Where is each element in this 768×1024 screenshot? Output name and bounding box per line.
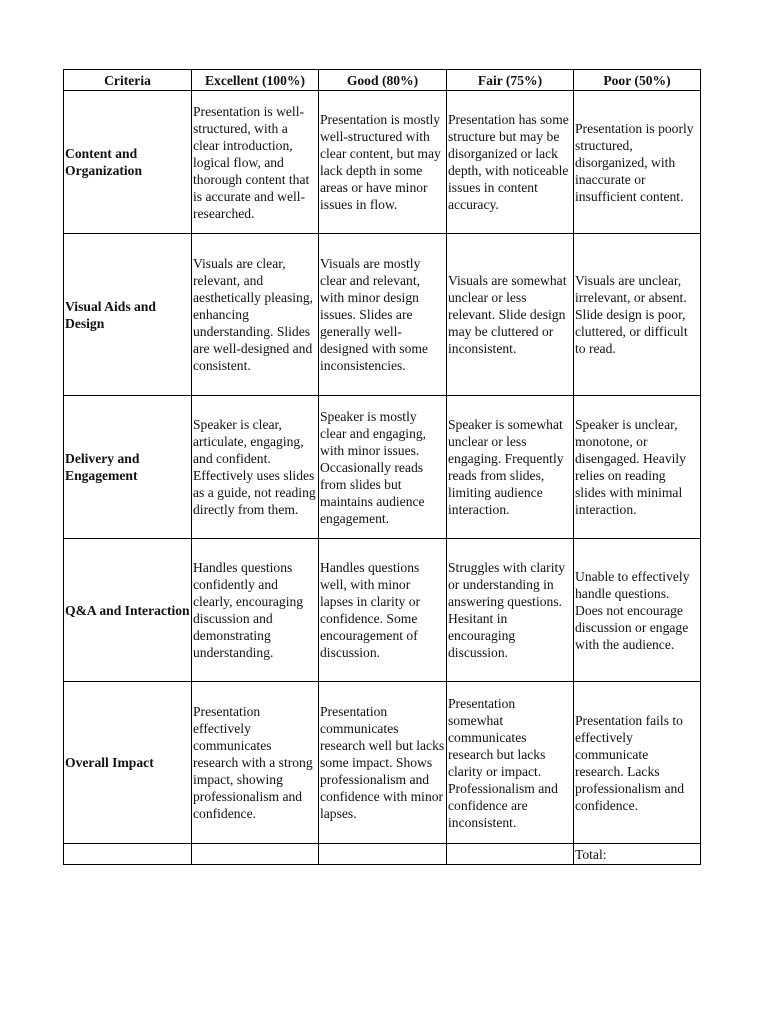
- header-row: [64, 70, 701, 91]
- criteria-cell: Delivery and Engagement: [64, 396, 192, 539]
- good-cell: Presentation communicates research well but lacks some impact. Shows professionalism and confidence with minor lapses.: [319, 682, 447, 844]
- excellent-cell: Handles questions confidently and clearly, encouraging discussion and demonstrating understanding.: [192, 539, 319, 682]
- excellent-cell: Presentation is well-structured, with a clear introduction, logical flow, and thorough content that is accurate and well-researched.: [192, 91, 319, 234]
- poor-cell: Speaker is unclear, monotone, or disengaged. Heavily relies on reading slides with minimal interaction.: [574, 396, 701, 539]
- fair-cell: Presentation has some structure but may be disorganized or lack depth, with noticeable issues in content accuracy.: [447, 91, 574, 234]
- good-cell: Presentation is mostly well-structured with clear content, but may lack depth in some areas or have minor issues in flow.: [319, 91, 447, 234]
- good-cell: Visuals are mostly clear and relevant, with minor design issues. Slides are generally well-designed with some inconsistencies.: [319, 234, 447, 396]
- criteria-cell: Q&A and Interaction: [64, 539, 192, 682]
- empty-cell: [192, 844, 319, 865]
- table-row: [64, 234, 701, 396]
- empty-cell: [319, 844, 447, 865]
- poor-cell: Unable to effectively handle questions. Does not encourage discussion or engage with the audience.: [574, 539, 701, 682]
- excellent-cell: Visuals are clear, relevant, and aesthetically pleasing, enhancing understanding. Slides are well-designed and consistent.: [192, 234, 319, 396]
- fair-cell: Presentation somewhat communicates research but lacks clarity or impact. Professionalism and confidence are inconsistent.: [447, 682, 574, 844]
- table-row: [64, 682, 701, 844]
- table-row: [64, 396, 701, 539]
- empty-cell: [64, 844, 192, 865]
- criteria-cell: Visual Aids and Design: [64, 234, 192, 396]
- criteria-cell: Content and Organization: [64, 91, 192, 234]
- poor-cell: Presentation is poorly structured, disorganized, with inaccurate or insufficient content.: [574, 91, 701, 234]
- total-label: Total:: [574, 844, 701, 865]
- fair-header: Fair (75%): [447, 70, 574, 91]
- poor-cell: Visuals are unclear, irrelevant, or absent. Slide design is poor, cluttered, or difficult to read.: [574, 234, 701, 396]
- total-row: [64, 844, 701, 865]
- good-cell: Handles questions well, with minor lapses in clarity or confidence. Some encouragement of discussion.: [319, 539, 447, 682]
- criteria-header: Criteria: [64, 70, 192, 91]
- fair-cell: Struggles with clarity or understanding in answering questions. Hesitant in encouraging discussion.: [447, 539, 574, 682]
- empty-cell: [447, 844, 574, 865]
- table-row: [64, 91, 701, 234]
- poor-header: Poor (50%): [574, 70, 701, 91]
- excellent-cell: Speaker is clear, articulate, engaging, and confident. Effectively uses slides as a guide, not reading directly from them.: [192, 396, 319, 539]
- fair-cell: Speaker is somewhat unclear or less engaging. Frequently reads from slides, limiting audience interaction.: [447, 396, 574, 539]
- table-row: [64, 539, 701, 682]
- good-cell: Speaker is mostly clear and engaging, with minor issues. Occasionally reads from slides but maintains audience engagement.: [319, 396, 447, 539]
- fair-cell: Visuals are somewhat unclear or less relevant. Slide design may be cluttered or inconsistent.: [447, 234, 574, 396]
- rubric-table: [63, 69, 701, 865]
- poor-cell: Presentation fails to effectively communicate research. Lacks professionalism and confidence.: [574, 682, 701, 844]
- good-header: Good (80%): [319, 70, 447, 91]
- excellent-cell: Presentation effectively communicates research with a strong impact, showing professionalism and confidence.: [192, 682, 319, 844]
- excellent-header: Excellent (100%): [192, 70, 319, 91]
- criteria-cell: Overall Impact: [64, 682, 192, 844]
